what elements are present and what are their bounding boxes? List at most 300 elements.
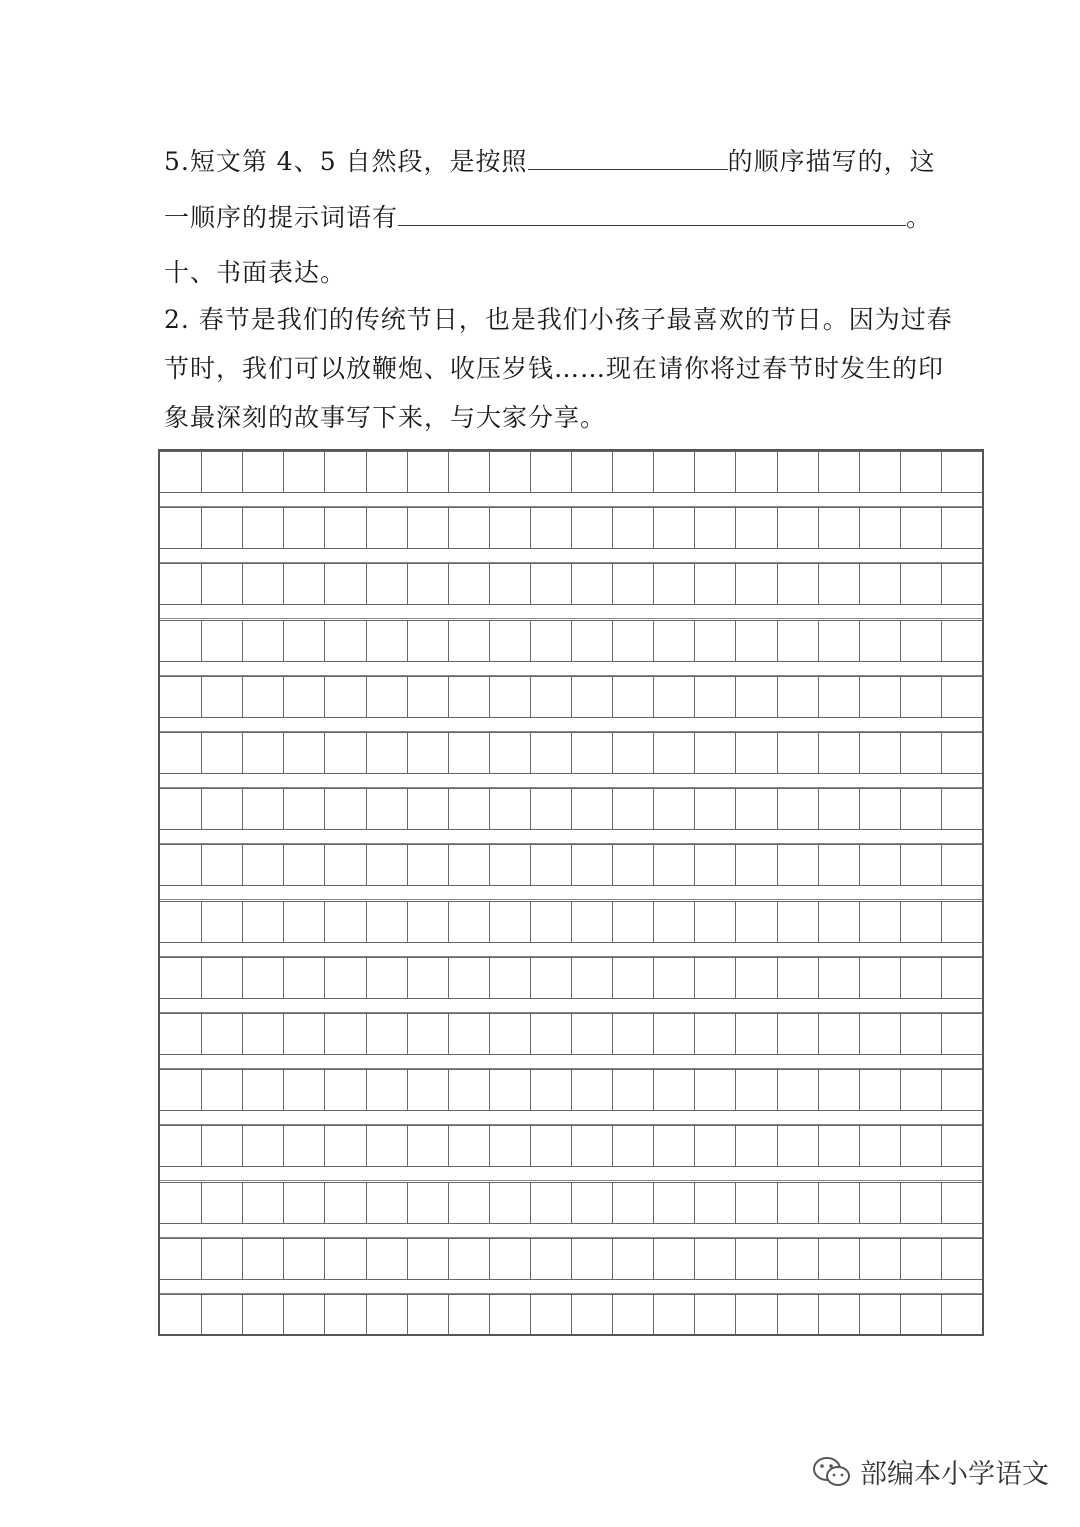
grid-cell[interactable] — [941, 621, 982, 661]
grid-cell[interactable] — [694, 1239, 735, 1279]
grid-cell[interactable] — [489, 452, 530, 492]
grid-cell[interactable] — [653, 1070, 694, 1110]
grid-cell[interactable] — [941, 902, 982, 942]
grid-cell[interactable] — [160, 1295, 201, 1335]
grid-cell[interactable] — [859, 902, 900, 942]
grid-cell[interactable] — [653, 1295, 694, 1335]
grid-cell[interactable] — [201, 1295, 242, 1335]
grid-cell[interactable] — [530, 1183, 571, 1223]
grid-cell[interactable] — [530, 452, 571, 492]
grid-cell[interactable] — [612, 733, 653, 773]
grid-cell[interactable] — [201, 845, 242, 885]
grid-cell[interactable] — [735, 1126, 776, 1166]
grid-cell[interactable] — [694, 452, 735, 492]
grid-cell[interactable] — [242, 733, 283, 773]
grid-cell[interactable] — [283, 958, 324, 998]
grid-cell[interactable] — [571, 789, 612, 829]
grid-cell[interactable] — [735, 733, 776, 773]
grid-cell[interactable] — [571, 1070, 612, 1110]
grid-cell[interactable] — [777, 902, 818, 942]
grid-cell[interactable] — [694, 902, 735, 942]
grid-cell[interactable] — [283, 564, 324, 604]
grid-cell[interactable] — [530, 564, 571, 604]
grid-cell[interactable] — [941, 508, 982, 548]
grid-cell[interactable] — [489, 1070, 530, 1110]
grid-cell[interactable] — [777, 1014, 818, 1054]
grid-cell[interactable] — [818, 621, 859, 661]
grid-cell[interactable] — [530, 1126, 571, 1166]
grid-cell[interactable] — [694, 1014, 735, 1054]
grid-cell[interactable] — [735, 621, 776, 661]
grid-cell[interactable] — [407, 1295, 448, 1335]
grid-cell[interactable] — [283, 508, 324, 548]
grid-cell[interactable] — [242, 1126, 283, 1166]
grid-cell[interactable] — [530, 902, 571, 942]
grid-cell[interactable] — [571, 508, 612, 548]
grid-cell[interactable] — [694, 789, 735, 829]
grid-cell[interactable] — [859, 789, 900, 829]
grid-cell[interactable] — [407, 902, 448, 942]
grid-cell[interactable] — [366, 621, 407, 661]
grid-cell[interactable] — [694, 1126, 735, 1166]
grid-cell[interactable] — [160, 677, 201, 717]
grid-cell[interactable] — [489, 508, 530, 548]
grid-cell[interactable] — [694, 733, 735, 773]
grid-cell[interactable] — [859, 677, 900, 717]
grid-cell[interactable] — [859, 452, 900, 492]
grid-cell[interactable] — [777, 677, 818, 717]
grid-cell[interactable] — [324, 1239, 365, 1279]
grid-cell[interactable] — [407, 845, 448, 885]
grid-cell[interactable] — [407, 508, 448, 548]
grid-cell[interactable] — [448, 621, 489, 661]
grid-cell[interactable] — [571, 677, 612, 717]
grid-cell[interactable] — [201, 1070, 242, 1110]
grid-cell[interactable] — [818, 789, 859, 829]
grid-cell[interactable] — [201, 1014, 242, 1054]
grid-cell[interactable] — [777, 1183, 818, 1223]
grid-cell[interactable] — [777, 1126, 818, 1166]
grid-cell[interactable] — [941, 789, 982, 829]
grid-cell[interactable] — [653, 677, 694, 717]
grid-cell[interactable] — [160, 1239, 201, 1279]
grid-cell[interactable] — [859, 1126, 900, 1166]
grid-cell[interactable] — [407, 1239, 448, 1279]
grid-cell[interactable] — [160, 452, 201, 492]
grid-cell[interactable] — [366, 1070, 407, 1110]
grid-cell[interactable] — [694, 508, 735, 548]
grid-cell[interactable] — [612, 1183, 653, 1223]
grid-cell[interactable] — [324, 508, 365, 548]
grid-cell[interactable] — [818, 1239, 859, 1279]
grid-cell[interactable] — [818, 1183, 859, 1223]
grid-cell[interactable] — [160, 1126, 201, 1166]
grid-cell[interactable] — [366, 789, 407, 829]
grid-cell[interactable] — [201, 621, 242, 661]
grid-cell[interactable] — [653, 1183, 694, 1223]
grid-cell[interactable] — [941, 564, 982, 604]
grid-cell[interactable] — [448, 733, 489, 773]
grid-cell[interactable] — [941, 1070, 982, 1110]
grid-cell[interactable] — [735, 452, 776, 492]
grid-cell[interactable] — [530, 845, 571, 885]
grid-cell[interactable] — [859, 1183, 900, 1223]
grid-cell[interactable] — [160, 508, 201, 548]
grid-cell[interactable] — [653, 564, 694, 604]
grid-cell[interactable] — [407, 677, 448, 717]
grid-cell[interactable] — [694, 564, 735, 604]
grid-cell[interactable] — [612, 789, 653, 829]
grid-cell[interactable] — [653, 845, 694, 885]
grid-cell[interactable] — [612, 1239, 653, 1279]
grid-cell[interactable] — [324, 1295, 365, 1335]
grid-cell[interactable] — [777, 1239, 818, 1279]
grid-cell[interactable] — [818, 733, 859, 773]
grid-cell[interactable] — [530, 958, 571, 998]
grid-cell[interactable] — [777, 452, 818, 492]
grid-cell[interactable] — [489, 1239, 530, 1279]
grid-cell[interactable] — [489, 845, 530, 885]
grid-cell[interactable] — [900, 508, 941, 548]
grid-cell[interactable] — [201, 1126, 242, 1166]
grid-cell[interactable] — [530, 1239, 571, 1279]
grid-cell[interactable] — [324, 677, 365, 717]
grid-cell[interactable] — [407, 733, 448, 773]
grid-cell[interactable] — [653, 1126, 694, 1166]
grid-cell[interactable] — [201, 1183, 242, 1223]
grid-cell[interactable] — [735, 1070, 776, 1110]
grid-cell[interactable] — [160, 958, 201, 998]
grid-cell[interactable] — [818, 564, 859, 604]
grid-cell[interactable] — [735, 789, 776, 829]
grid-cell[interactable] — [612, 508, 653, 548]
grid-cell[interactable] — [242, 845, 283, 885]
grid-cell[interactable] — [571, 733, 612, 773]
grid-cell[interactable] — [160, 1183, 201, 1223]
grid-cell[interactable] — [735, 1183, 776, 1223]
grid-cell[interactable] — [160, 1014, 201, 1054]
grid-cell[interactable] — [694, 958, 735, 998]
grid-cell[interactable] — [777, 958, 818, 998]
grid-cell[interactable] — [694, 677, 735, 717]
grid-cell[interactable] — [366, 1183, 407, 1223]
grid-cell[interactable] — [201, 564, 242, 604]
grid-cell[interactable] — [407, 789, 448, 829]
grid-cell[interactable] — [242, 452, 283, 492]
grid-cell[interactable] — [448, 902, 489, 942]
grid-cell[interactable] — [818, 1070, 859, 1110]
grid-cell[interactable] — [941, 452, 982, 492]
grid-cell[interactable] — [900, 1239, 941, 1279]
grid-cell[interactable] — [859, 1070, 900, 1110]
grid-cell[interactable] — [735, 1239, 776, 1279]
grid-cell[interactable] — [366, 958, 407, 998]
grid-cell[interactable] — [283, 621, 324, 661]
grid-cell[interactable] — [407, 1183, 448, 1223]
grid-cell[interactable] — [201, 958, 242, 998]
grid-cell[interactable] — [242, 677, 283, 717]
grid-cell[interactable] — [571, 621, 612, 661]
grid-cell[interactable] — [653, 1239, 694, 1279]
grid-cell[interactable] — [324, 1070, 365, 1110]
grid-cell[interactable] — [283, 1126, 324, 1166]
grid-cell[interactable] — [735, 508, 776, 548]
grid-cell[interactable] — [283, 452, 324, 492]
grid-cell[interactable] — [283, 733, 324, 773]
grid-cell[interactable] — [242, 1183, 283, 1223]
grid-cell[interactable] — [653, 902, 694, 942]
grid-cell[interactable] — [407, 1014, 448, 1054]
grid-cell[interactable] — [612, 902, 653, 942]
grid-cell[interactable] — [530, 677, 571, 717]
grid-cell[interactable] — [859, 1014, 900, 1054]
grid-cell[interactable] — [283, 845, 324, 885]
grid-cell[interactable] — [283, 1183, 324, 1223]
grid-cell[interactable] — [900, 564, 941, 604]
grid-cell[interactable] — [900, 1295, 941, 1335]
grid-cell[interactable] — [694, 1295, 735, 1335]
grid-cell[interactable] — [366, 1295, 407, 1335]
grid-cell[interactable] — [571, 958, 612, 998]
grid-cell[interactable] — [941, 1126, 982, 1166]
grid-cell[interactable] — [160, 733, 201, 773]
grid-cell[interactable] — [859, 508, 900, 548]
grid-cell[interactable] — [941, 958, 982, 998]
grid-cell[interactable] — [530, 1070, 571, 1110]
grid-cell[interactable] — [283, 1014, 324, 1054]
grid-cell[interactable] — [818, 677, 859, 717]
grid-cell[interactable] — [448, 564, 489, 604]
grid-cell[interactable] — [201, 733, 242, 773]
grid-cell[interactable] — [818, 508, 859, 548]
grid-cell[interactable] — [366, 508, 407, 548]
grid-cell[interactable] — [448, 677, 489, 717]
grid-cell[interactable] — [653, 958, 694, 998]
grid-cell[interactable] — [735, 564, 776, 604]
grid-cell[interactable] — [324, 621, 365, 661]
grid-cell[interactable] — [900, 621, 941, 661]
grid-cell[interactable] — [242, 902, 283, 942]
grid-cell[interactable] — [859, 1295, 900, 1335]
grid-cell[interactable] — [242, 1014, 283, 1054]
grid-cell[interactable] — [242, 1070, 283, 1110]
grid-cell[interactable] — [407, 1126, 448, 1166]
grid-cell[interactable] — [283, 677, 324, 717]
grid-cell[interactable] — [859, 621, 900, 661]
grid-cell[interactable] — [900, 845, 941, 885]
grid-cell[interactable] — [859, 958, 900, 998]
grid-cell[interactable] — [900, 677, 941, 717]
grid-cell[interactable] — [653, 733, 694, 773]
grid-cell[interactable] — [160, 621, 201, 661]
grid-cell[interactable] — [941, 1183, 982, 1223]
grid-cell[interactable] — [242, 789, 283, 829]
grid-cell[interactable] — [366, 564, 407, 604]
grid-cell[interactable] — [612, 845, 653, 885]
grid-cell[interactable] — [448, 1295, 489, 1335]
grid-cell[interactable] — [324, 1014, 365, 1054]
grid-cell[interactable] — [818, 452, 859, 492]
grid-cell[interactable] — [448, 1126, 489, 1166]
grid-cell[interactable] — [324, 789, 365, 829]
grid-cell[interactable] — [653, 621, 694, 661]
grid-cell[interactable] — [201, 677, 242, 717]
grid-cell[interactable] — [242, 958, 283, 998]
grid-cell[interactable] — [694, 1183, 735, 1223]
grid-cell[interactable] — [366, 1239, 407, 1279]
grid-cell[interactable] — [777, 1070, 818, 1110]
grid-cell[interactable] — [530, 1295, 571, 1335]
grid-cell[interactable] — [818, 1295, 859, 1335]
grid-cell[interactable] — [941, 1239, 982, 1279]
grid-cell[interactable] — [818, 845, 859, 885]
grid-cell[interactable] — [612, 677, 653, 717]
grid-cell[interactable] — [407, 1070, 448, 1110]
grid-cell[interactable] — [777, 1295, 818, 1335]
grid-cell[interactable] — [407, 452, 448, 492]
grid-cell[interactable] — [694, 845, 735, 885]
answer-blank-2[interactable] — [398, 199, 906, 226]
grid-cell[interactable] — [735, 902, 776, 942]
grid-cell[interactable] — [653, 789, 694, 829]
grid-cell[interactable] — [242, 564, 283, 604]
grid-cell[interactable] — [777, 845, 818, 885]
grid-cell[interactable] — [941, 733, 982, 773]
grid-cell[interactable] — [530, 733, 571, 773]
grid-cell[interactable] — [489, 789, 530, 829]
grid-cell[interactable] — [160, 1070, 201, 1110]
grid-cell[interactable] — [818, 1014, 859, 1054]
grid-cell[interactable] — [324, 845, 365, 885]
grid-cell[interactable] — [242, 508, 283, 548]
grid-cell[interactable] — [324, 1126, 365, 1166]
grid-cell[interactable] — [900, 1014, 941, 1054]
grid-cell[interactable] — [283, 1070, 324, 1110]
grid-cell[interactable] — [242, 1239, 283, 1279]
grid-cell[interactable] — [407, 564, 448, 604]
grid-cell[interactable] — [324, 1183, 365, 1223]
grid-cell[interactable] — [612, 452, 653, 492]
grid-cell[interactable] — [571, 564, 612, 604]
grid-cell[interactable] — [900, 1183, 941, 1223]
grid-cell[interactable] — [777, 508, 818, 548]
grid-cell[interactable] — [530, 508, 571, 548]
grid-cell[interactable] — [818, 902, 859, 942]
grid-cell[interactable] — [612, 1014, 653, 1054]
grid-cell[interactable] — [489, 564, 530, 604]
grid-cell[interactable] — [530, 1014, 571, 1054]
grid-cell[interactable] — [201, 1239, 242, 1279]
grid-cell[interactable] — [941, 1295, 982, 1335]
grid-cell[interactable] — [612, 621, 653, 661]
grid-cell[interactable] — [859, 1239, 900, 1279]
grid-cell[interactable] — [448, 789, 489, 829]
grid-cell[interactable] — [489, 677, 530, 717]
grid-cell[interactable] — [489, 1126, 530, 1166]
grid-cell[interactable] — [571, 902, 612, 942]
grid-cell[interactable] — [366, 845, 407, 885]
grid-cell[interactable] — [324, 733, 365, 773]
grid-cell[interactable] — [571, 452, 612, 492]
composition-writing-grid[interactable] — [158, 449, 984, 1336]
grid-cell[interactable] — [448, 1014, 489, 1054]
grid-cell[interactable] — [201, 508, 242, 548]
grid-cell[interactable] — [735, 845, 776, 885]
grid-cell[interactable] — [283, 902, 324, 942]
grid-cell[interactable] — [489, 958, 530, 998]
grid-cell[interactable] — [242, 621, 283, 661]
grid-cell[interactable] — [366, 1126, 407, 1166]
grid-cell[interactable] — [571, 1239, 612, 1279]
grid-cell[interactable] — [900, 789, 941, 829]
grid-cell[interactable] — [489, 1014, 530, 1054]
grid-cell[interactable] — [366, 1014, 407, 1054]
answer-blank-1[interactable] — [528, 143, 728, 170]
grid-cell[interactable] — [448, 1070, 489, 1110]
grid-cell[interactable] — [777, 733, 818, 773]
grid-cell[interactable] — [571, 1295, 612, 1335]
grid-cell[interactable] — [612, 1126, 653, 1166]
grid-cell[interactable] — [201, 452, 242, 492]
grid-cell[interactable] — [448, 508, 489, 548]
grid-cell[interactable] — [735, 958, 776, 998]
grid-cell[interactable] — [489, 1183, 530, 1223]
grid-cell[interactable] — [818, 958, 859, 998]
grid-cell[interactable] — [530, 789, 571, 829]
grid-cell[interactable] — [900, 452, 941, 492]
grid-cell[interactable] — [571, 845, 612, 885]
grid-cell[interactable] — [366, 452, 407, 492]
grid-cell[interactable] — [448, 845, 489, 885]
grid-cell[interactable] — [448, 452, 489, 492]
grid-cell[interactable] — [571, 1126, 612, 1166]
grid-cell[interactable] — [653, 452, 694, 492]
grid-cell[interactable] — [160, 845, 201, 885]
grid-cell[interactable] — [160, 564, 201, 604]
grid-cell[interactable] — [366, 902, 407, 942]
grid-cell[interactable] — [366, 733, 407, 773]
grid-cell[interactable] — [900, 958, 941, 998]
grid-cell[interactable] — [242, 1295, 283, 1335]
grid-cell[interactable] — [489, 902, 530, 942]
grid-cell[interactable] — [900, 1126, 941, 1166]
grid-cell[interactable] — [160, 902, 201, 942]
grid-cell[interactable] — [324, 902, 365, 942]
grid-cell[interactable] — [571, 1014, 612, 1054]
grid-cell[interactable] — [735, 1295, 776, 1335]
grid-cell[interactable] — [900, 733, 941, 773]
grid-cell[interactable] — [694, 1070, 735, 1110]
grid-cell[interactable] — [160, 789, 201, 829]
grid-cell[interactable] — [612, 1070, 653, 1110]
grid-cell[interactable] — [777, 621, 818, 661]
grid-cell[interactable] — [324, 958, 365, 998]
grid-cell[interactable] — [694, 621, 735, 661]
grid-cell[interactable] — [941, 677, 982, 717]
grid-cell[interactable] — [612, 564, 653, 604]
grid-cell[interactable] — [653, 508, 694, 548]
grid-cell[interactable] — [612, 958, 653, 998]
grid-cell[interactable] — [366, 677, 407, 717]
grid-cell[interactable] — [489, 1295, 530, 1335]
grid-cell[interactable] — [818, 1126, 859, 1166]
grid-cell[interactable] — [407, 958, 448, 998]
grid-cell[interactable] — [489, 733, 530, 773]
grid-cell[interactable] — [283, 1239, 324, 1279]
grid-cell[interactable] — [900, 902, 941, 942]
grid-cell[interactable] — [283, 1295, 324, 1335]
grid-cell[interactable] — [777, 789, 818, 829]
